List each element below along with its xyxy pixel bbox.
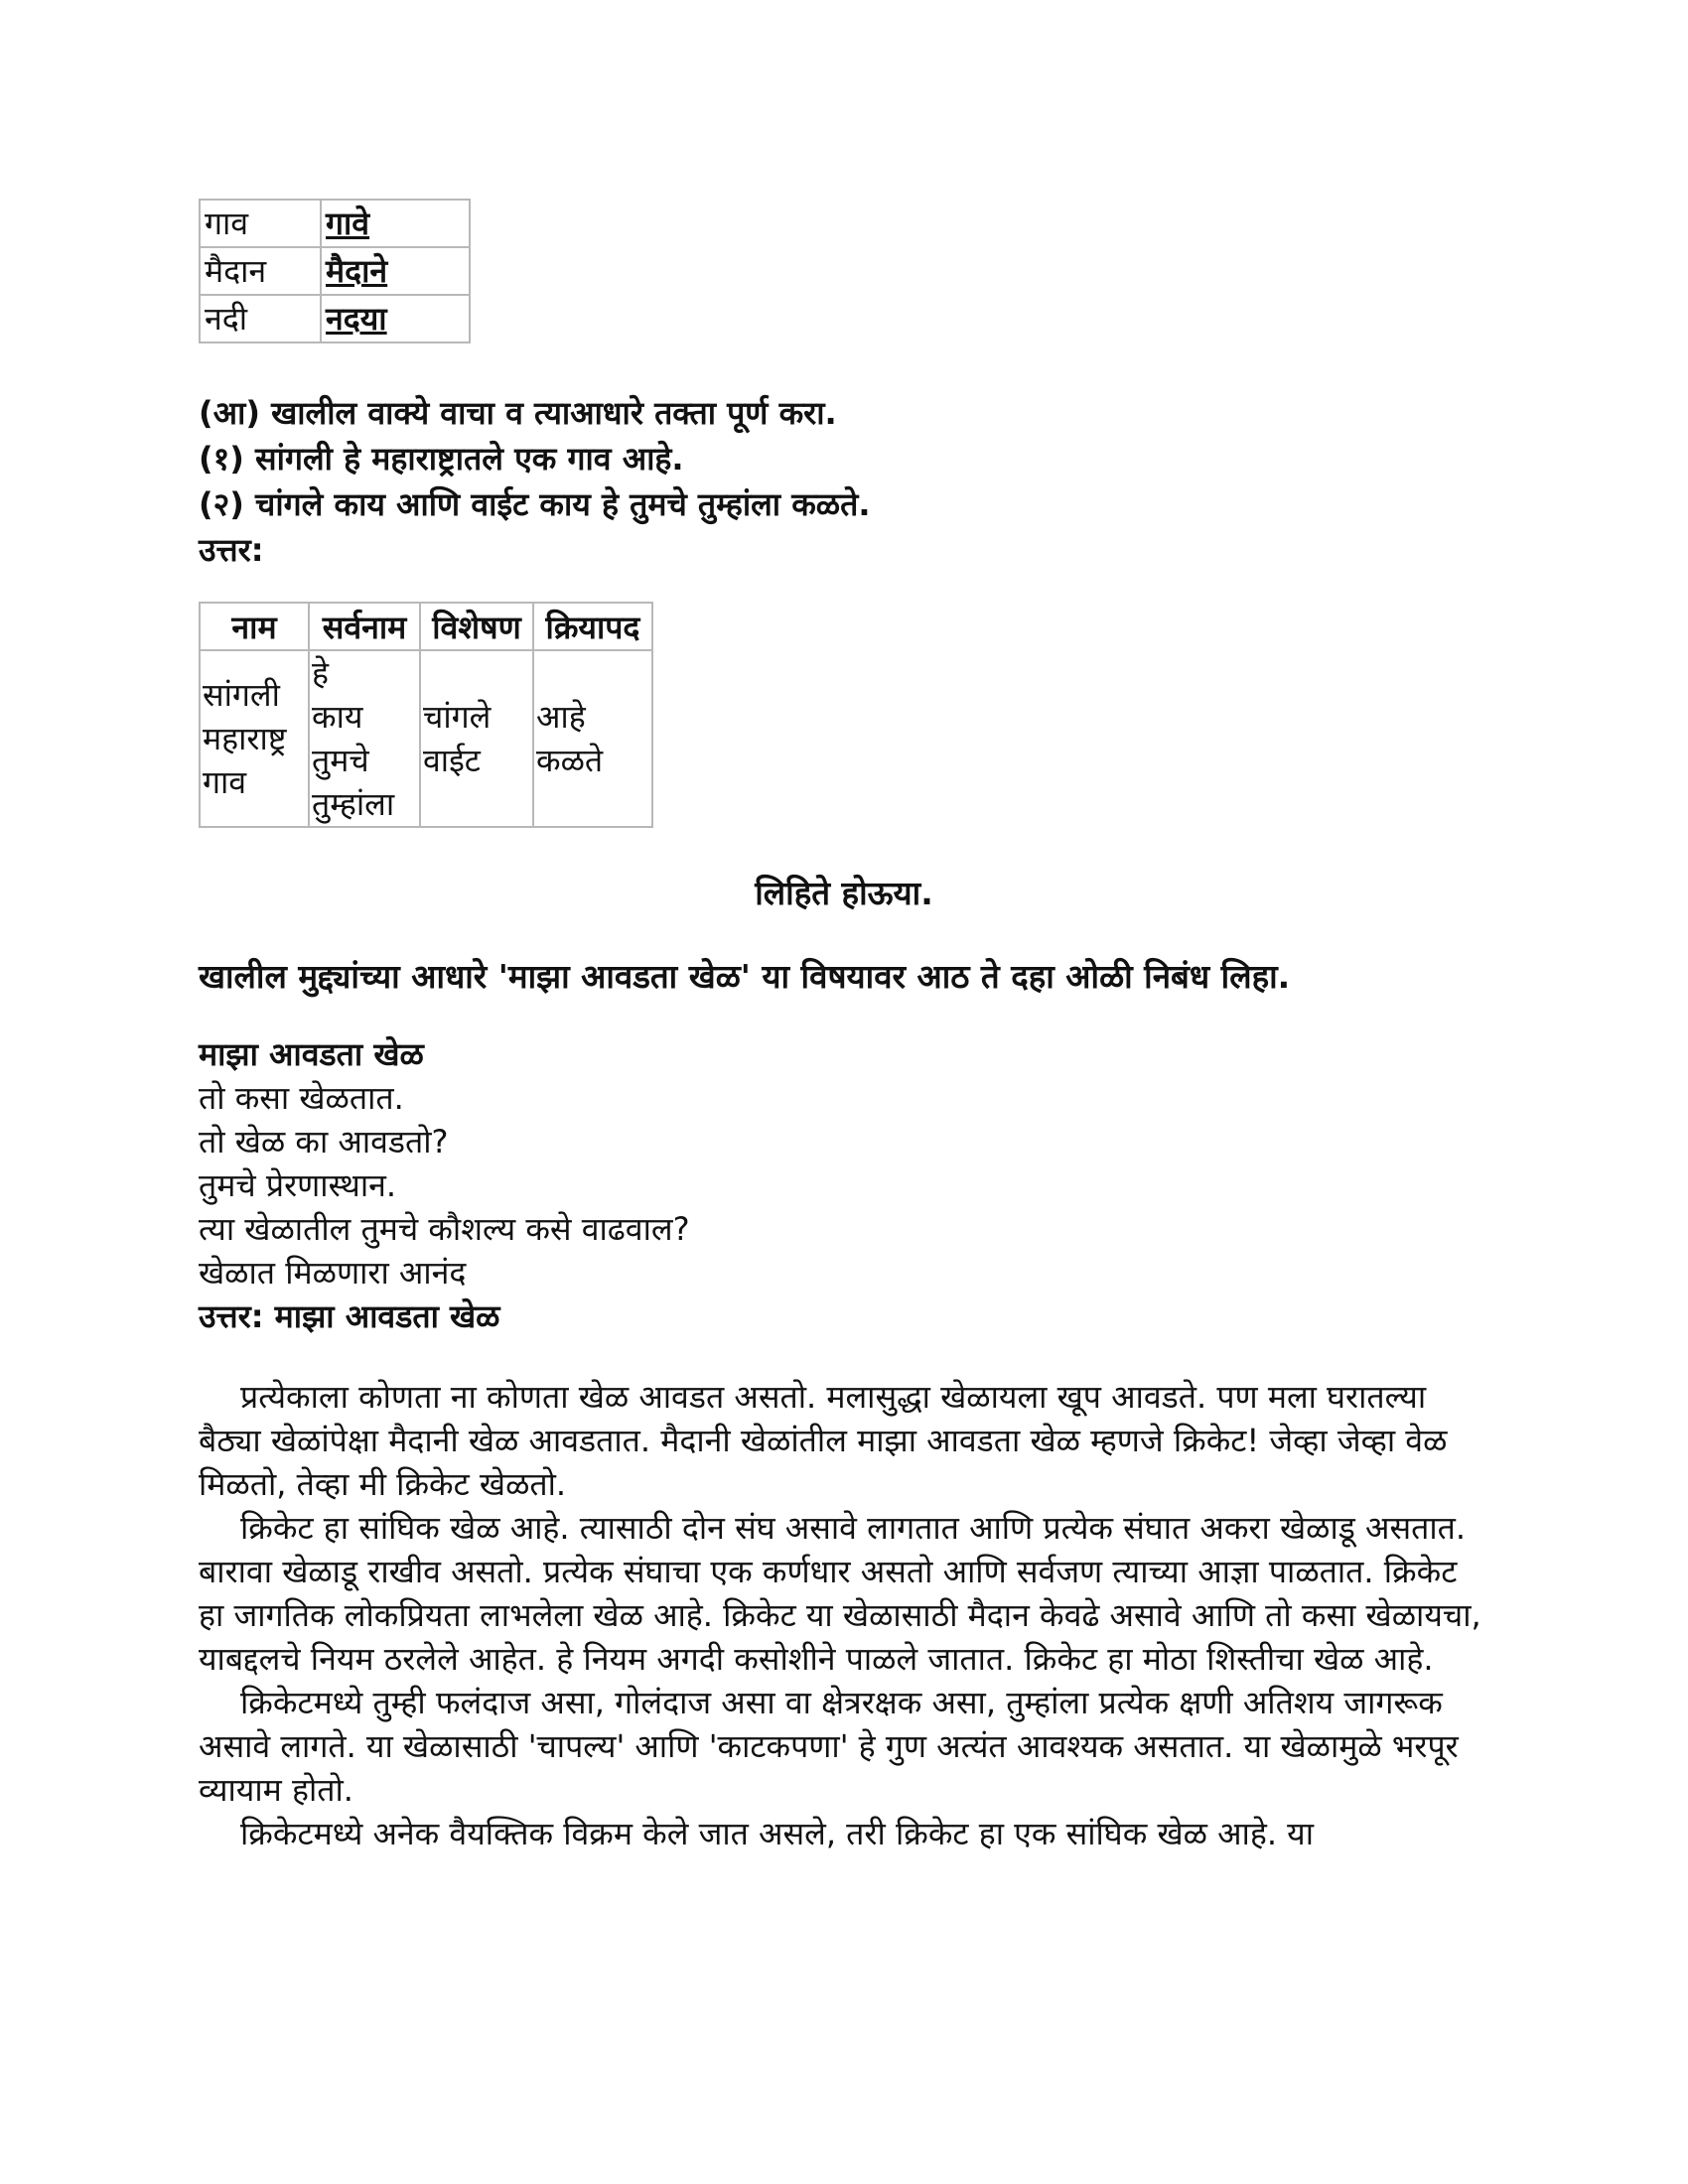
answer-label: उत्तर: [199, 531, 264, 569]
essay-paragraph: क्रिकेटमध्ये अनेक वैयक्तिक विक्रम केले जात असले, तरी क्रिकेट हा एक सांघिक खेळ आहे. या [240, 1815, 1315, 1852]
sarvanaam-cell [309, 650, 420, 827]
points-heading: माझा आवडता खेळ [199, 1035, 424, 1073]
naam-cell [200, 650, 309, 827]
cell-word: गाव [203, 763, 247, 801]
plural-cell: मैदाने [321, 247, 470, 295]
cell-word: सांगली [203, 676, 280, 714]
table-row [200, 247, 470, 295]
list-item: खेळात मिळणारा आनंद [199, 1254, 467, 1292]
question-block [199, 390, 871, 573]
list-item: तो कसा खेळतात. [199, 1079, 404, 1117]
singular-cell: नदी [200, 295, 321, 342]
essay-points [199, 1032, 690, 1338]
essay-instruction: खालील मुद्द्यांच्या आधारे 'माझा आवडता खेळ' या विषयावर आठ ते दहा ओळी निबंध लिहा. [199, 957, 1291, 996]
table-row [200, 295, 470, 342]
list-item: तुमचे प्रेरणास्थान. [199, 1166, 397, 1204]
essay-body [199, 1375, 1489, 1855]
cell-word: चांगले [423, 698, 492, 736]
section-title: लिहिते होऊया. [755, 874, 933, 912]
table-row [200, 650, 652, 827]
cell-word: तुमचे [312, 742, 369, 779]
singular-cell: गाव [200, 200, 321, 247]
list-item: त्या खेळातील तुमचे कौशल्य कसे वाढवाल? [199, 1210, 690, 1248]
essay-paragraph: क्रिकेट हा सांघिक खेळ आहे. त्यासाठी दोन संघ असावे लागतात आणि प्रत्येक संघात अकरा खेळाडू असतात. बारावा खेळाडू राखीव असतो. प्रत्येक संघाचा एक कर्णधार असतो आणि सर्वजण त्याच्या आज्ञा पाळतात. क्रिकेट हा जागतिक लोकप्रियता लाभलेला खेळ आहे. क्रिकेट या खेळासाठी मैदान केवढे असावे आणि तो कसा खेळायचा, याबद्दलचे नियम ठरलेले आहेत. हे नियम अगदी कसोशीने पाळले जातात. क्रिकेट हा मोठा शिस्तीचा खेळ आहे. [199, 1509, 1481, 1678]
question-title: (आ) खालील वाक्ये वाचा व त्याआधारे तक्ता पूर्ण करा. [199, 394, 837, 432]
cell-word: कळते [536, 742, 604, 779]
cell-word: हे [312, 654, 329, 692]
visheshan-cell [420, 650, 533, 827]
cell-word: काय [312, 698, 363, 736]
parts-of-speech-table [199, 602, 653, 828]
cell-word: महाराष्ट्र [203, 720, 287, 757]
cell-word: तुम्हांला [312, 785, 395, 823]
header-sarvanaam: सर्वनाम [309, 603, 420, 650]
answer-heading: उत्तर: माझा आवडता खेळ [199, 1297, 500, 1335]
kriyapad-cell [533, 650, 652, 827]
singular-cell: मैदान [200, 247, 321, 295]
plural-cell: गावे [321, 200, 470, 247]
essay-paragraph: क्रिकेटमध्ये तुम्ही फलंदाज असा, गोलंदाज असा वा क्षेत्ररक्षक असा, तुम्हांला प्रत्येक क्षणी अतिशय जागरूक असावे लागते. या खेळासाठी 'चापल्य' आणि 'काटकपणा' हे गुण अत्यंत आवश्यक असतात. या खेळामुळे भरपूर व्यायाम होतो. [199, 1684, 1459, 1809]
question-sentence-2: (२) चांगले काय आणि वाईट काय हे तुमचे तुम्हांला कळते. [199, 485, 871, 523]
cell-word: वाईट [423, 742, 481, 779]
table-row [200, 200, 470, 247]
header-visheshan: विशेषण [420, 603, 533, 650]
plural-cell: नदया [321, 295, 470, 342]
list-item: तो खेळ का आवडतो? [199, 1123, 449, 1160]
header-naam: नाम [200, 603, 309, 650]
table-header-row [200, 603, 652, 650]
essay-paragraph: प्रत्येकाला कोणता ना कोणता खेळ आवडत असतो. मलासुद्धा खेळायला खूप आवडते. पण मला घरातल्या बैठ्या खेळांपेक्षा मैदानी खेळ आवडतात. मैदानी खेळांतील माझा आवडता खेळ म्हणजे क्रिकेट! जेव्हा जेव्हा वेळ मिळतो, तेव्हा मी क्रिकेट खेळतो. [199, 1378, 1448, 1503]
cell-word: आहे [536, 698, 586, 736]
singular-plural-table [199, 199, 471, 343]
question-sentence-1: (१) सांगली हे महाराष्ट्रातले एक गाव आहे. [199, 440, 684, 478]
header-kriyapad: क्रियापद [533, 603, 652, 650]
